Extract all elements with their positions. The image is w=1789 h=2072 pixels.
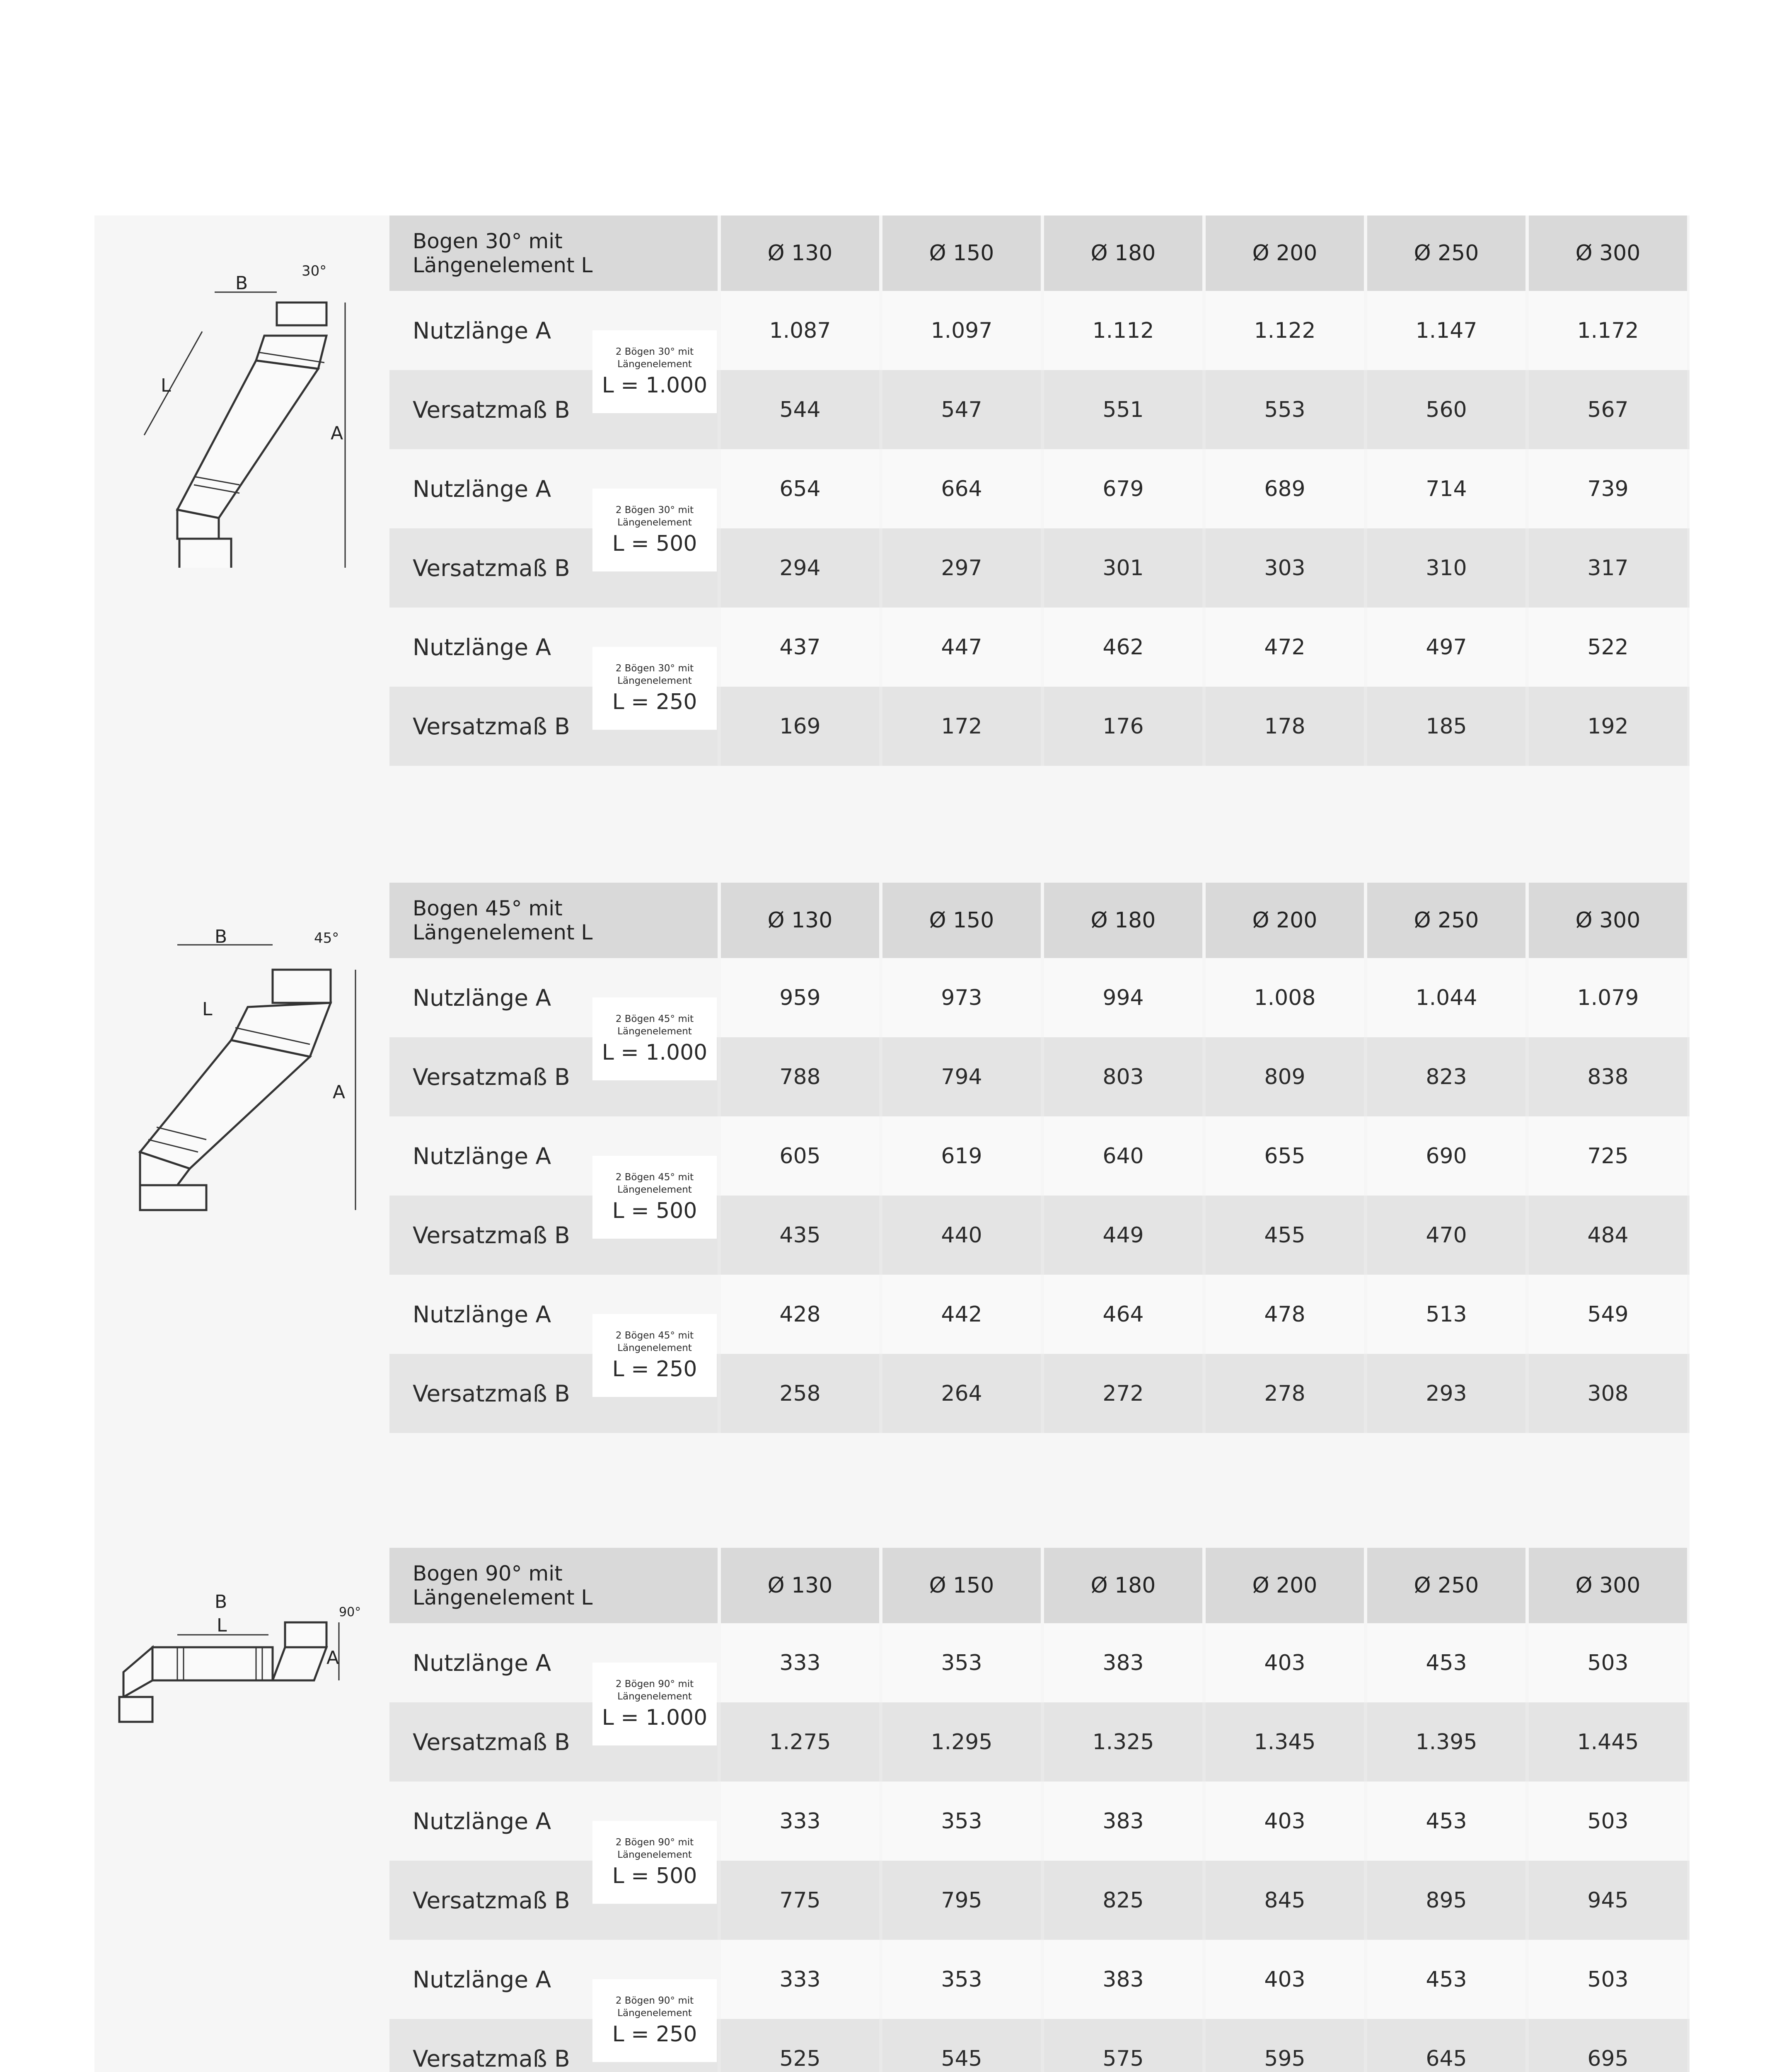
table-cell: 464 (1044, 1275, 1202, 1354)
row-label-nutzlaenge: Nutzlänge A (413, 475, 551, 502)
table-row (718, 528, 1690, 608)
length-note-text: 2 Bögen 90° mit Längenelement (615, 1837, 694, 1860)
table-cell: 895 (1367, 1861, 1525, 1940)
length-note-text: 2 Bögen 30° mit Längenelement (615, 346, 694, 370)
table-row (718, 1861, 1690, 1940)
pipe-90-diagram (94, 1585, 384, 1900)
row-group-labels (389, 608, 718, 766)
table-cell: 301 (1044, 528, 1202, 608)
table-cell: 297 (882, 528, 1041, 608)
table-row (718, 449, 1690, 528)
length-note-text: 2 Bögen 30° mit Längenelement (615, 663, 694, 686)
row-label-nutzlaenge: Nutzlänge A (413, 1301, 551, 1328)
length-note-text: 2 Bögen 45° mit Längenelement (615, 1330, 694, 1353)
diagram-label-b: B (235, 273, 248, 294)
table-row (718, 1623, 1690, 1702)
diagram-bogen-90 (94, 1585, 384, 2072)
column-header-d300: Ø 300 (1529, 883, 1687, 958)
table-cell: 809 (1206, 1037, 1364, 1116)
table-cell: 449 (1044, 1196, 1202, 1275)
column-header-d180: Ø 180 (1044, 1548, 1202, 1623)
table-cell: 567 (1529, 370, 1687, 449)
row-label-versatzmass: Versatzmaß B (389, 1702, 718, 1782)
table-cell: 795 (882, 1861, 1041, 1940)
row-group-values (718, 958, 1690, 1116)
row-group-l250 (389, 1275, 1690, 1433)
table-cell: 1.112 (1044, 291, 1202, 370)
table-row (718, 1116, 1690, 1196)
row-label-nutzlaenge: Nutzlänge A (413, 634, 551, 661)
length-value: L = 1.000 (602, 1040, 708, 1065)
row-group-l500 (389, 449, 1690, 608)
diagram-angle: 90° (339, 1605, 361, 1619)
row-group-labels (389, 1116, 718, 1275)
length-value: L = 500 (612, 531, 697, 556)
row-group-labels (389, 449, 718, 608)
table-row (718, 608, 1690, 687)
row-label-nutzlaenge: Nutzlänge A (413, 1966, 551, 1993)
table-cell: 640 (1044, 1116, 1202, 1196)
column-header-d130: Ø 130 (721, 215, 879, 291)
column-header-d150: Ø 150 (882, 215, 1041, 291)
length-note-text: 2 Bögen 30° mit Längenelement (615, 505, 694, 528)
column-header-d200: Ø 200 (1206, 1548, 1364, 1623)
table-cell: 1.044 (1367, 958, 1525, 1037)
table-cell: 664 (882, 449, 1041, 528)
table-row (718, 1702, 1690, 1782)
length-value: L = 250 (612, 1357, 697, 1382)
row-label-versatzmass: Versatzmaß B (389, 370, 718, 449)
table-cell: 739 (1529, 449, 1687, 528)
table-cell: 353 (882, 1623, 1041, 1702)
length-note (592, 1314, 717, 1397)
table-cell: 497 (1367, 608, 1525, 687)
row-label-versatzmass: Versatzmaß B (389, 1196, 718, 1275)
diagram-bogen-30 (94, 253, 384, 833)
row-group-l1000 (389, 291, 1690, 449)
table-cell: 553 (1206, 370, 1364, 449)
table-title: Bogen 90° mit Längenelement L (389, 1548, 718, 1623)
diagram-label-a: A (326, 1647, 339, 1668)
row-group-labels (389, 1623, 718, 1782)
table-cell: 545 (882, 2019, 1041, 2072)
length-value: L = 500 (612, 1864, 697, 1888)
table-cell: 788 (721, 1037, 879, 1116)
table-cell: 689 (1206, 449, 1364, 528)
length-note (592, 330, 717, 413)
diagram-label-b: B (215, 1591, 227, 1612)
table-cell: 383 (1044, 1782, 1202, 1861)
row-group-values (718, 1940, 1690, 2072)
row-group-labels (389, 1275, 718, 1433)
table-cell: 435 (721, 1196, 879, 1275)
table-cell: 353 (882, 1782, 1041, 1861)
table-cell: 437 (721, 608, 879, 687)
table-header (389, 883, 1690, 958)
table-cell: 551 (1044, 370, 1202, 449)
row-label-versatzmass: Versatzmaß B (389, 2019, 718, 2072)
table-row (718, 1196, 1690, 1275)
table-cell: 478 (1206, 1275, 1364, 1354)
row-label-versatzmass: Versatzmaß B (389, 1861, 718, 1940)
row-group-values (718, 291, 1690, 449)
table-cell: 503 (1529, 1782, 1687, 1861)
table-cell: 654 (721, 449, 879, 528)
column-header-d300: Ø 300 (1529, 215, 1687, 291)
length-value: L = 1.000 (602, 1705, 708, 1730)
diagram-label-l: L (217, 1615, 227, 1636)
table-bogen-30 (389, 215, 1690, 766)
row-label-nutzlaenge: Nutzlänge A (413, 1808, 551, 1835)
row-group-l250 (389, 608, 1690, 766)
table-cell: 453 (1367, 1940, 1525, 2019)
table-cell: 333 (721, 1782, 879, 1861)
table-cell: 1.079 (1529, 958, 1687, 1037)
table-cell: 172 (882, 687, 1041, 766)
table-cell: 690 (1367, 1116, 1525, 1196)
table-header (389, 1548, 1690, 1623)
table-cell: 1.345 (1206, 1702, 1364, 1782)
table-cell: 278 (1206, 1354, 1364, 1433)
column-header-d250: Ø 250 (1367, 883, 1525, 958)
table-cell: 440 (882, 1196, 1041, 1275)
table-cell: 428 (721, 1275, 879, 1354)
row-group-labels (389, 291, 718, 449)
table-cell: 522 (1529, 608, 1687, 687)
row-label-versatzmass: Versatzmaß B (389, 1354, 718, 1433)
row-group-l1000 (389, 958, 1690, 1116)
table-row (718, 1354, 1690, 1433)
column-header-d150: Ø 150 (882, 1548, 1041, 1623)
column-header-d300: Ø 300 (1529, 1548, 1687, 1623)
table-cell: 264 (882, 1354, 1041, 1433)
table-title: Bogen 45° mit Längenelement L (389, 883, 718, 958)
table-cell: 503 (1529, 1940, 1687, 2019)
table-cell: 176 (1044, 687, 1202, 766)
length-note (592, 647, 717, 730)
length-note (592, 489, 717, 571)
table-cell: 1.395 (1367, 1702, 1525, 1782)
table-cell: 272 (1044, 1354, 1202, 1433)
table-cell: 973 (882, 958, 1041, 1037)
column-header-d150: Ø 150 (882, 883, 1041, 958)
table-cell: 333 (721, 1623, 879, 1702)
table-cell: 725 (1529, 1116, 1687, 1196)
table-cell: 994 (1044, 958, 1202, 1037)
column-header-d130: Ø 130 (721, 883, 879, 958)
table-cell: 294 (721, 528, 879, 608)
diagram-label-l: L (202, 999, 213, 1020)
table-cell: 695 (1529, 2019, 1687, 2072)
table-cell: 525 (721, 2019, 879, 2072)
row-label-nutzlaenge: Nutzlänge A (413, 1649, 551, 1676)
column-header-d200: Ø 200 (1206, 215, 1364, 291)
table-cell: 838 (1529, 1037, 1687, 1116)
table-cell: 484 (1529, 1196, 1687, 1275)
table-cell: 619 (882, 1116, 1041, 1196)
table-cell: 679 (1044, 449, 1202, 528)
length-note (592, 1156, 717, 1239)
row-group-values (718, 1116, 1690, 1275)
diagram-label-l: L (161, 375, 171, 396)
table-cell: 453 (1367, 1782, 1525, 1861)
table-cell: 169 (721, 687, 879, 766)
diagram-label-b: B (215, 926, 227, 947)
row-group-labels (389, 1940, 718, 2072)
row-group-values (718, 449, 1690, 608)
table-header (389, 215, 1690, 291)
length-note-text: 2 Bögen 45° mit Längenelement (615, 1014, 694, 1037)
table-cell: 303 (1206, 528, 1364, 608)
length-note-text: 2 Bögen 90° mit Längenelement (615, 1679, 694, 1702)
pipe-30-diagram (94, 253, 384, 568)
table-row (718, 958, 1690, 1037)
row-label-versatzmass: Versatzmaß B (389, 528, 718, 608)
table-cell: 1.172 (1529, 291, 1687, 370)
table-row (718, 291, 1690, 370)
table-cell: 192 (1529, 687, 1687, 766)
table-cell: 560 (1367, 370, 1525, 449)
table-cell: 549 (1529, 1275, 1687, 1354)
row-label-versatzmass: Versatzmaß B (389, 687, 718, 766)
table-cell: 513 (1367, 1275, 1525, 1354)
row-label-nutzlaenge: Nutzlänge A (413, 1143, 551, 1169)
table-cell: 470 (1367, 1196, 1525, 1275)
table-cell: 185 (1367, 687, 1525, 766)
length-note (592, 1821, 717, 1904)
table-cell: 714 (1367, 449, 1525, 528)
diagram-angle: 30° (302, 263, 327, 279)
table-cell: 403 (1206, 1623, 1364, 1702)
table-cell: 645 (1367, 2019, 1525, 2072)
column-header-d180: Ø 180 (1044, 883, 1202, 958)
table-cell: 472 (1206, 608, 1364, 687)
table-cell: 825 (1044, 1861, 1202, 1940)
table-row (718, 370, 1690, 449)
pipe-45-diagram (94, 920, 384, 1235)
table-cell: 575 (1044, 2019, 1202, 2072)
table-cell: 1.122 (1206, 291, 1364, 370)
table-cell: 803 (1044, 1037, 1202, 1116)
length-value: L = 250 (612, 690, 697, 714)
length-value: L = 500 (612, 1198, 697, 1223)
table-cell: 1.275 (721, 1702, 879, 1782)
table-cell: 959 (721, 958, 879, 1037)
table-cell: 1.325 (1044, 1702, 1202, 1782)
table-cell: 1.097 (882, 291, 1041, 370)
table-row (718, 1037, 1690, 1116)
table-title: Bogen 30° mit Längenelement L (389, 215, 718, 291)
table-cell: 605 (721, 1116, 879, 1196)
table-row (718, 1782, 1690, 1861)
length-note (592, 997, 717, 1080)
column-header-d200: Ø 200 (1206, 883, 1364, 958)
table-cell: 308 (1529, 1354, 1687, 1433)
table-cell: 383 (1044, 1940, 1202, 2019)
row-group-labels (389, 1782, 718, 1940)
table-row (718, 687, 1690, 766)
table-cell: 453 (1367, 1623, 1525, 1702)
length-value: L = 250 (612, 2022, 697, 2047)
table-cell: 595 (1206, 2019, 1364, 2072)
length-note-text: 2 Bögen 90° mit Längenelement (615, 1995, 694, 2019)
table-cell: 383 (1044, 1623, 1202, 1702)
table-cell: 1.008 (1206, 958, 1364, 1037)
table-cell: 403 (1206, 1782, 1364, 1861)
column-header-d250: Ø 250 (1367, 1548, 1525, 1623)
column-header-d180: Ø 180 (1044, 215, 1202, 291)
row-label-nutzlaenge: Nutzlänge A (413, 317, 551, 344)
table-cell: 1.295 (882, 1702, 1041, 1782)
table-cell: 1.147 (1367, 291, 1525, 370)
row-group-values (718, 608, 1690, 766)
table-cell: 794 (882, 1037, 1041, 1116)
table-cell: 317 (1529, 528, 1687, 608)
table-cell: 293 (1367, 1354, 1525, 1433)
row-group-l500 (389, 1116, 1690, 1275)
table-row (718, 1940, 1690, 2019)
table-cell: 823 (1367, 1037, 1525, 1116)
table-cell: 178 (1206, 687, 1364, 766)
length-note-text: 2 Bögen 45° mit Längenelement (615, 1172, 694, 1195)
table-cell: 775 (721, 1861, 879, 1940)
table-cell: 455 (1206, 1196, 1364, 1275)
table-bogen-90 (389, 1548, 1690, 2072)
row-group-l250 (389, 1940, 1690, 2072)
table-cell: 945 (1529, 1861, 1687, 1940)
table-cell: 403 (1206, 1940, 1364, 2019)
table-cell: 1.087 (721, 291, 879, 370)
column-header-d250: Ø 250 (1367, 215, 1525, 291)
table-cell: 547 (882, 370, 1041, 449)
table-cell: 1.445 (1529, 1702, 1687, 1782)
table-cell: 442 (882, 1275, 1041, 1354)
length-note (592, 1663, 717, 1745)
table-cell: 462 (1044, 608, 1202, 687)
row-group-values (718, 1623, 1690, 1782)
diagram-angle: 45° (314, 930, 339, 946)
row-group-labels (389, 958, 718, 1116)
diagram-bogen-45 (94, 920, 384, 1500)
row-group-l500 (389, 1782, 1690, 1940)
diagram-label-a: A (331, 423, 343, 444)
row-label-versatzmass: Versatzmaß B (389, 1037, 718, 1116)
length-value: L = 1.000 (602, 373, 708, 398)
row-group-l1000 (389, 1623, 1690, 1782)
table-cell: 544 (721, 370, 879, 449)
table-cell: 503 (1529, 1623, 1687, 1702)
table-cell: 333 (721, 1940, 879, 2019)
row-group-values (718, 1275, 1690, 1433)
table-cell: 845 (1206, 1861, 1364, 1940)
table-bogen-45 (389, 883, 1690, 1433)
table-cell: 353 (882, 1940, 1041, 2019)
table-cell: 310 (1367, 528, 1525, 608)
row-group-values (718, 1782, 1690, 1940)
table-cell: 447 (882, 608, 1041, 687)
column-header-d130: Ø 130 (721, 1548, 879, 1623)
table-row (718, 1275, 1690, 1354)
diagram-label-a: A (333, 1082, 346, 1103)
length-note (592, 1979, 717, 2062)
table-row (718, 2019, 1690, 2072)
table-cell: 655 (1206, 1116, 1364, 1196)
table-cell: 258 (721, 1354, 879, 1433)
row-label-nutzlaenge: Nutzlänge A (413, 984, 551, 1011)
